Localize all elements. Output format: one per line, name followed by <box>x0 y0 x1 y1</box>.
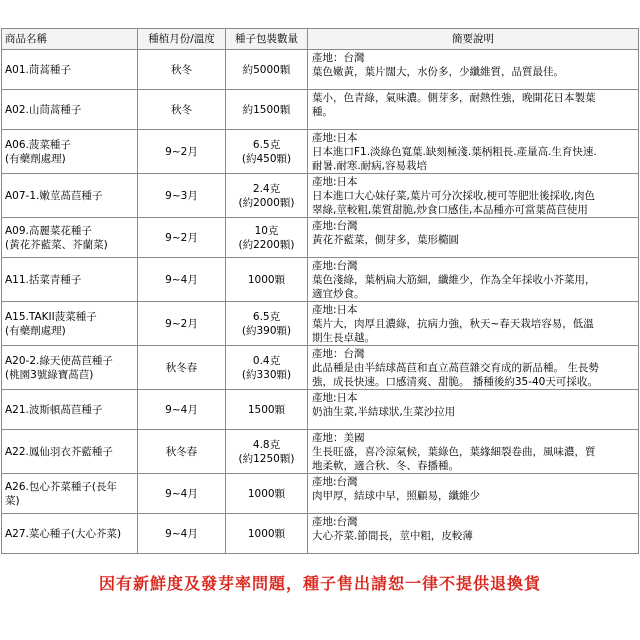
description-cell <box>308 50 639 90</box>
package-quantity-cell <box>226 90 308 130</box>
description-line: 產地：美國 <box>312 432 365 444</box>
header-description: 簡要說明 <box>308 29 639 50</box>
description-line: 強，成長快速。口感清爽、甜脆。 播種後約35-40天可採收。 <box>312 376 598 388</box>
package-quantity-line: 1000顆 <box>247 527 286 540</box>
product-name-cell <box>2 390 138 430</box>
product-name-line: A01.茼蒿種子 <box>5 63 71 76</box>
description-line: 葉片大，肉厚且濃綠，抗病力強，秋天~春天栽培容易，低溫 <box>312 318 594 330</box>
package-quantity-cell <box>226 474 308 514</box>
planting-season-cell: 秋冬春 <box>138 430 226 474</box>
product-name-cell <box>2 302 138 346</box>
table-row <box>2 390 639 430</box>
product-name-line: (有藥劑處理) <box>5 152 66 165</box>
package-quantity-cell <box>226 174 308 218</box>
planting-season-cell: 秋冬 <box>138 50 226 90</box>
package-quantity-cell <box>226 130 308 174</box>
description-cell <box>308 514 639 554</box>
package-quantity-line: 1000顆 <box>247 487 286 500</box>
package-quantity-line: 2.4克 <box>252 182 281 195</box>
description-cell <box>308 474 639 514</box>
product-name-line: (桃園3號綠寶萵苣) <box>5 368 94 381</box>
description-line: 種。 <box>312 106 333 118</box>
description-cell <box>308 130 639 174</box>
package-quantity-line: (約2000顆) <box>238 196 295 209</box>
package-quantity-line: 0.4克 <box>252 354 281 367</box>
product-name-line: A26.包心芥菜種子(長年 <box>5 480 117 493</box>
description-line: 肉甲厚，結球中早，照顧易，纖維少 <box>312 490 480 502</box>
description-line: 葉色淺綠，葉柄扁大筋細，纖維少，作為全年採收小芥菜用， <box>312 274 596 286</box>
planting-season-cell: 9~4月 <box>138 514 226 554</box>
planting-season-cell: 9~4月 <box>138 474 226 514</box>
table-row <box>2 346 639 390</box>
description-line: 產地:日本 <box>312 304 358 316</box>
product-name-cell <box>2 474 138 514</box>
description-cell <box>308 218 639 258</box>
package-quantity-cell <box>226 218 308 258</box>
planting-season-cell: 秋冬 <box>138 90 226 130</box>
package-quantity-line: 約1500顆 <box>242 103 291 116</box>
planting-season-cell: 9~4月 <box>138 258 226 302</box>
description-line: 產地:日本 <box>312 132 358 144</box>
table-row <box>2 302 639 346</box>
package-quantity-cell <box>226 514 308 554</box>
product-name-line: (有藥劑處理) <box>5 324 66 337</box>
table-row <box>2 474 639 514</box>
description-line: 產地：台灣 <box>312 52 365 64</box>
planting-season-cell: 9~2月 <box>138 130 226 174</box>
table-row <box>2 258 639 302</box>
package-quantity-cell <box>226 390 308 430</box>
product-name-line: A27.菜心種子(大心芥菜) <box>5 527 122 540</box>
description-cell <box>308 302 639 346</box>
description-line: 葉小，色青綠，氣味濃。側芽多，耐熱性強，晚開花日本製葉 <box>312 92 596 104</box>
description-line: 耐暑.耐寒.耐病,容易栽培 <box>312 160 428 172</box>
package-quantity-cell <box>226 50 308 90</box>
product-name-cell <box>2 50 138 90</box>
table-row <box>2 174 639 218</box>
product-name-line: A02.山茼蒿種子 <box>5 103 82 116</box>
description-line: 產地:日本 <box>312 176 358 188</box>
description-cell <box>308 390 639 430</box>
table-row <box>2 218 639 258</box>
package-quantity-cell <box>226 346 308 390</box>
package-quantity-line: 10克 <box>254 224 279 237</box>
description-line: 產地:台灣 <box>312 516 358 528</box>
description-line: 產地:日本 <box>312 392 358 404</box>
product-name-cell <box>2 430 138 474</box>
package-quantity-line: (約450顆) <box>241 152 292 165</box>
planting-season-cell: 9~2月 <box>138 218 226 258</box>
header-planting-season: 種植月份/溫度 <box>138 29 226 50</box>
product-name-line: A09.高麗菜花種子 <box>5 224 92 237</box>
planting-season-cell: 秋冬春 <box>138 346 226 390</box>
package-quantity-line: 1500顆 <box>247 403 286 416</box>
package-quantity-cell <box>226 302 308 346</box>
product-name-cell <box>2 90 138 130</box>
package-quantity-cell <box>226 258 308 302</box>
planting-season-cell: 9~2月 <box>138 302 226 346</box>
product-name-line: (黃花芥藍菜、芥蘭菜) <box>5 238 108 251</box>
description-line: 適宜炒食。 <box>312 288 365 300</box>
planting-season-cell: 9~4月 <box>138 390 226 430</box>
description-line: 生長旺盛，喜冷涼氣候，葉綠色，葉緣細裂卷曲，風味濃，質 <box>312 446 596 458</box>
table-header-row <box>2 29 639 50</box>
description-line: 翠綠,莖較粗,葉質甜脆,炒食口感佳,本品種亦可當葉萵苣使用 <box>312 204 588 216</box>
description-line: 產地:台灣 <box>312 260 358 272</box>
description-line: 產地:台灣 <box>312 476 358 488</box>
package-quantity-line: (約330顆) <box>241 368 292 381</box>
product-name-line: 菜) <box>5 494 20 507</box>
package-quantity-line: 6.5克 <box>252 138 281 151</box>
table-row <box>2 514 639 554</box>
description-cell <box>308 90 639 130</box>
product-name-cell <box>2 514 138 554</box>
product-name-line: A21.波斯頓萵苣種子 <box>5 403 103 416</box>
header-package-quantity: 種子包裝數量 <box>226 29 308 50</box>
description-line: 產地:台灣 <box>312 220 358 232</box>
table-row <box>2 90 639 130</box>
product-name-cell <box>2 218 138 258</box>
product-name-cell <box>2 174 138 218</box>
table-row <box>2 50 639 90</box>
description-line: 大心芥菜.節間長，莖中粗，皮較薄 <box>312 530 473 542</box>
product-name-line: A11.括菜青種子 <box>5 273 82 286</box>
description-line: 此品種是由半結球萵苣和直立萵苣雜交育成的新品種。 生長勢 <box>312 362 599 374</box>
table-row <box>2 430 639 474</box>
seed-product-table <box>1 28 639 554</box>
package-quantity-line: (約390顆) <box>241 324 292 337</box>
package-quantity-line: (約1250顆) <box>238 452 295 465</box>
package-quantity-line: (約2200顆) <box>238 238 295 251</box>
description-cell <box>308 346 639 390</box>
package-quantity-line: 約5000顆 <box>242 63 291 76</box>
product-name-line: A07-1.嫩莖萵苣種子 <box>5 189 103 202</box>
header-product-name: 商品名稱 <box>2 29 138 50</box>
description-line: 日本進口F1.淡綠色寬葉.缺刻極淺.葉柄粗長.產量高.生育快速. <box>312 146 597 158</box>
description-cell <box>308 258 639 302</box>
table-row <box>2 130 639 174</box>
product-name-cell <box>2 258 138 302</box>
product-name-cell <box>2 130 138 174</box>
description-line: 奶油生菜,半結球狀,生菜沙拉用 <box>312 406 456 418</box>
description-line: 黃花芥藍菜，側芽多，葉形橢圓 <box>312 234 459 246</box>
description-line: 葉色嫩黃，葉片闊大，水份多，少纖維質，品質最佳。 <box>312 66 564 78</box>
package-quantity-cell <box>226 430 308 474</box>
no-return-notice: 因有新鮮度及發芽率問題，種子售出請恕一律不提供退換貨 <box>98 574 541 593</box>
product-name-line: A06.菠菜種子 <box>5 138 71 151</box>
description-line: 期生長卓越。 <box>312 332 375 344</box>
description-line: 地柔軟，適合秋、冬、春播種。 <box>312 460 459 472</box>
description-cell <box>308 430 639 474</box>
product-name-line: A20-2.綠天使萵苣種子 <box>5 354 113 367</box>
package-quantity-line: 1000顆 <box>247 273 286 286</box>
product-name-line: A15.TAKII菠菜種子 <box>5 310 97 323</box>
description-line: 日本進口大心妹仔菜,葉片可分次採收,梗可等肥壯後採收,肉色 <box>312 190 596 202</box>
product-name-cell <box>2 346 138 390</box>
package-quantity-line: 6.5克 <box>252 310 281 323</box>
product-name-line: A22.鳳仙羽衣芥藍種子 <box>5 445 113 458</box>
planting-season-cell: 9~3月 <box>138 174 226 218</box>
description-line: 產地：台灣 <box>312 348 365 360</box>
package-quantity-line: 4.8克 <box>252 438 281 451</box>
description-cell <box>308 174 639 218</box>
